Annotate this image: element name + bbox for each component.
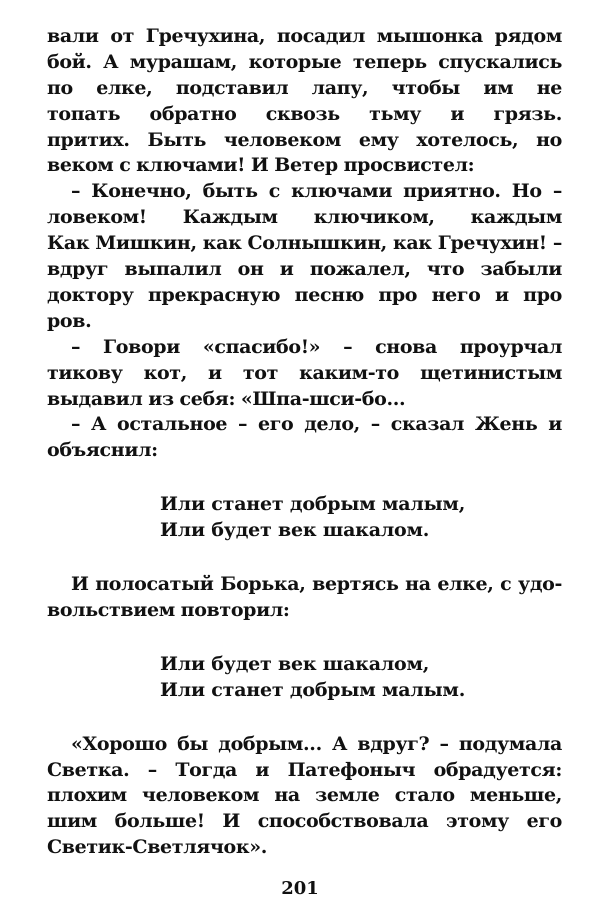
page-number: 201 xyxy=(281,878,319,899)
text-line: вдруг выпалил он и пожалел, что забыли xyxy=(47,258,562,281)
page-text xyxy=(47,24,562,861)
text-line: тикову кот, и тот каким-то щетинистым xyxy=(47,361,562,384)
text-line: – А остальное – его дело, – сказал Жень и xyxy=(71,413,562,436)
text-line: Как Мишкин, как Солнышкин, как Гречухин! – xyxy=(47,232,562,255)
verse-line: Или будет век шакалом. xyxy=(160,519,430,542)
text-line: притих. Быть человеком ему хотелось, но xyxy=(47,128,562,151)
verse-line: Или будет век шакалом, xyxy=(160,652,430,675)
verse-line: Или станет добрым малым. xyxy=(160,678,466,701)
text-line: Светка. – Тогда и Патефоныч обрадуется: xyxy=(47,758,562,781)
text-line: – Конечно, быть с ключами приятно. Но – xyxy=(71,180,562,203)
text-line: – Говори «спасибо!» – снова проурчал xyxy=(71,335,562,358)
spacer xyxy=(47,704,562,732)
text-line: бой. А мурашам, которые теперь спускались xyxy=(47,50,562,73)
text-line: вольствием повторил: xyxy=(47,598,290,621)
text-line: плохим человеком на земле стало меньше, xyxy=(47,784,562,807)
text-line: выдавил из себя: «Шпа-шси-бо... xyxy=(47,387,406,410)
text-line: по елке, подставил лапу, чтобы им не xyxy=(47,76,562,99)
text-line: веком с ключами! И Ветер просвистел: xyxy=(47,154,475,177)
text-line: «Хорошо бы добрым... А вдруг? – подумала xyxy=(71,732,562,755)
text-line: доктору прекрасную песню про него и про xyxy=(47,283,562,306)
text-line: Светик-Светлячок». xyxy=(47,836,267,859)
spacer xyxy=(47,464,562,492)
text-line: вали от Гречухина, посадил мышонка рядом xyxy=(47,25,562,47)
text-line: топать обратно сквозь тьму и грязь. xyxy=(47,102,562,125)
text-line: шим больше! И способствовала этому его xyxy=(47,810,562,833)
text-line: объяснил: xyxy=(47,439,158,462)
spacer xyxy=(47,544,562,572)
text-line: ров. xyxy=(47,309,92,332)
text-line: ловеком! Каждым ключиком, каждым xyxy=(47,206,562,229)
verse-line: Или станет добрым малым, xyxy=(160,493,466,516)
text-line: И полосатый Борька, вертясь на елке, с удо- xyxy=(71,573,562,596)
spacer xyxy=(47,624,562,652)
